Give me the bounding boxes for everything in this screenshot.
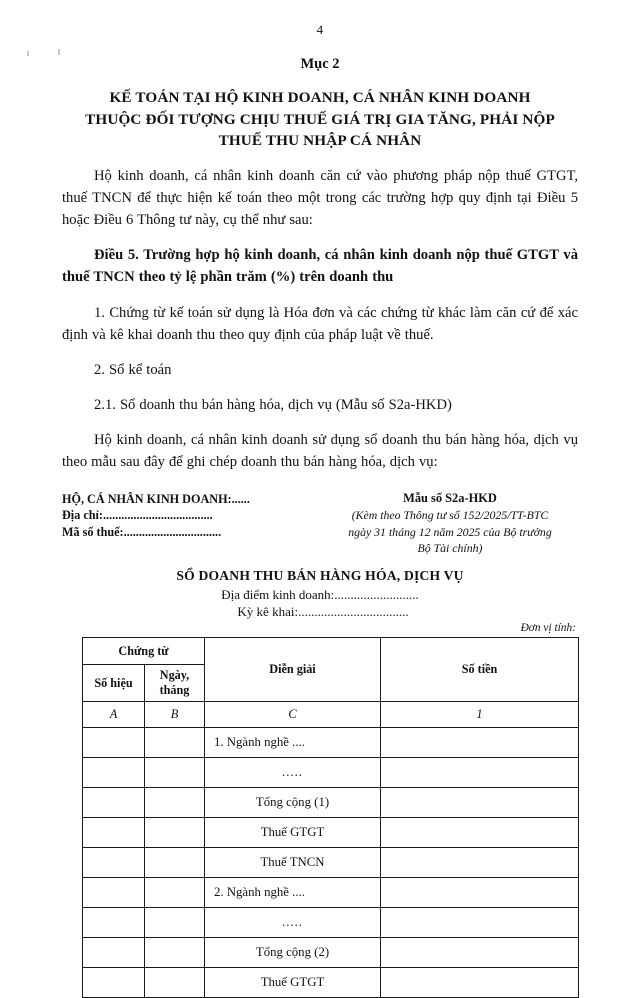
revenue-ledger-table	[82, 637, 579, 998]
tax-code-field: Mã số thuế:................................	[62, 525, 222, 540]
clause-1-paragraph: 1. Chứng từ kế toán sử dụng là Hóa đơn và các chứng từ khác làm căn cứ để xác định và kê khai doanh thu theo quy định của pháp luật về thuế.	[62, 304, 578, 343]
body-text	[62, 165, 578, 474]
form-code-block	[316, 490, 584, 557]
business-location-field: Địa điểm kinh doanh:..........................	[221, 586, 419, 602]
document-title	[58, 87, 582, 152]
cell-description[interactable]: Thuế GTGT	[205, 968, 381, 998]
header-amount: Số tiền	[381, 638, 579, 702]
table-row	[83, 758, 579, 788]
ledger-title: SỔ DOANH THU BÁN HÀNG HÓA, DỊCH VỤ	[176, 567, 464, 583]
clause-2-1-heading: 2.1. Sổ doanh thu bán hàng hóa, dịch vụ (Mẫu số S2a-HKD)	[94, 397, 452, 414]
cell-description[interactable]: Tổng cộng (2)	[205, 938, 381, 968]
header-voucher-group: Chứng từ	[83, 638, 205, 665]
cell-amount[interactable]	[381, 968, 579, 998]
cell-description[interactable]: .....	[205, 758, 381, 788]
unit-of-measure-label: Đơn vị tính:	[520, 622, 576, 635]
cell-voucher-number[interactable]	[83, 728, 145, 758]
cell-voucher-date[interactable]	[145, 848, 205, 878]
scan-artifact-icon	[27, 51, 29, 56]
header-voucher-date: Ngày, tháng	[145, 665, 205, 702]
column-label-c: C	[205, 702, 381, 728]
cell-amount[interactable]	[381, 878, 579, 908]
cell-description[interactable]: .....	[205, 908, 381, 938]
cell-voucher-number[interactable]	[83, 908, 145, 938]
table-row	[83, 848, 579, 878]
column-label-1: 1	[381, 702, 579, 728]
table-row	[83, 968, 579, 998]
table-row	[83, 908, 579, 938]
cell-voucher-date[interactable]	[145, 938, 205, 968]
business-identity-block	[62, 490, 250, 541]
document-title-line-2: THUỘC ĐỐI TƯỢNG CHỊU THUẾ GIÁ TRỊ GIA TĂNG, PHẢI NỘP	[85, 110, 555, 128]
cell-voucher-number[interactable]	[83, 848, 145, 878]
business-address-field: Địa chỉ:....................................	[62, 508, 213, 523]
cell-amount[interactable]	[381, 758, 579, 788]
scan-artifact-icon	[58, 49, 60, 55]
cell-description[interactable]: Thuế GTGT	[205, 818, 381, 848]
cell-amount[interactable]	[381, 848, 579, 878]
cell-amount[interactable]	[381, 788, 579, 818]
table-body	[83, 728, 579, 998]
cell-voucher-number[interactable]	[83, 788, 145, 818]
page-number: 4	[316, 22, 324, 37]
document-page	[0, 22, 640, 990]
header-description: Diễn giải	[205, 638, 381, 702]
cell-description[interactable]: Tổng cộng (1)	[205, 788, 381, 818]
section-label: Mục 2	[300, 56, 340, 72]
cell-voucher-date[interactable]	[145, 758, 205, 788]
cell-voucher-date[interactable]	[145, 878, 205, 908]
cell-voucher-date[interactable]	[145, 788, 205, 818]
business-name-field: HỘ, CÁ NHÂN KINH DOANH:......	[62, 491, 250, 506]
cell-voucher-date[interactable]	[145, 818, 205, 848]
cell-voucher-number[interactable]	[83, 878, 145, 908]
document-title-line-1: KẾ TOÁN TẠI HỘ KINH DOANH, CÁ NHÂN KINH DOANH	[109, 89, 531, 106]
form-reference-line-3: Bộ Tài chính)	[417, 541, 483, 556]
table-header-row-1	[83, 638, 579, 665]
clause-2-heading: 2. Sổ kế toán	[94, 361, 172, 378]
cell-voucher-date[interactable]	[145, 728, 205, 758]
header-voucher-number: Số hiệu	[83, 665, 145, 702]
document-title-line-3: THUẾ THU NHẬP CÁ NHÂN	[218, 132, 422, 150]
cell-amount[interactable]	[381, 818, 579, 848]
table-row	[83, 788, 579, 818]
table-row	[83, 818, 579, 848]
cell-description[interactable]: 2. Ngành nghề ....	[205, 878, 381, 908]
table-row	[83, 938, 579, 968]
cell-voucher-number[interactable]	[83, 938, 145, 968]
cell-amount[interactable]	[381, 728, 579, 758]
cell-description[interactable]: 1. Ngành nghề ....	[205, 728, 381, 758]
cell-voucher-number[interactable]	[83, 758, 145, 788]
cell-voucher-number[interactable]	[83, 818, 145, 848]
article-5-heading: Điều 5. Trường hợp hộ kinh doanh, cá nhân kinh doanh nộp thuế GTGT và thuế TNCN theo tỷ lệ phần trăm (%) trên doanh thu	[62, 247, 578, 286]
form-reference-line-2: ngày 31 tháng 12 năm 2025 của Bộ trưởng	[348, 524, 552, 539]
form-header	[62, 490, 578, 557]
cell-description[interactable]: Thuế TNCN	[205, 848, 381, 878]
table-row	[83, 878, 579, 908]
cell-voucher-date[interactable]	[145, 908, 205, 938]
cell-voucher-date[interactable]	[145, 968, 205, 998]
ledger-subtitle	[0, 586, 640, 621]
declaration-period-field: Kỳ kê khai:..................................	[237, 603, 409, 619]
clause-2-1-description: Hộ kinh doanh, cá nhân kinh doanh sử dụng sổ doanh thu bán hàng hóa, dịch vụ theo mẫu sau đây để ghi chép doanh thu bán hàng hóa, dịch vụ:	[62, 432, 578, 471]
form-reference-line-1: (Kèm theo Thông tư số 152/2025/TT-BTC	[351, 507, 549, 522]
form-code: Mẫu số S2a-HKD	[403, 490, 497, 505]
column-label-a: A	[83, 702, 145, 728]
cell-amount[interactable]	[381, 908, 579, 938]
table-header	[83, 638, 579, 728]
table-column-label-row	[83, 702, 579, 728]
intro-paragraph: Hộ kinh doanh, cá nhân kinh doanh căn cứ vào phương pháp nộp thuế GTGT, thuế TNCN để thực hiện kế toán theo một trong các trường hợp quy định tại Điều 5 hoặc Điều 6 Thông tư này, cụ thể như sau:	[62, 167, 578, 229]
cell-amount[interactable]	[381, 938, 579, 968]
cell-voucher-number[interactable]	[83, 968, 145, 998]
table-row	[83, 728, 579, 758]
column-label-b: B	[145, 702, 205, 728]
